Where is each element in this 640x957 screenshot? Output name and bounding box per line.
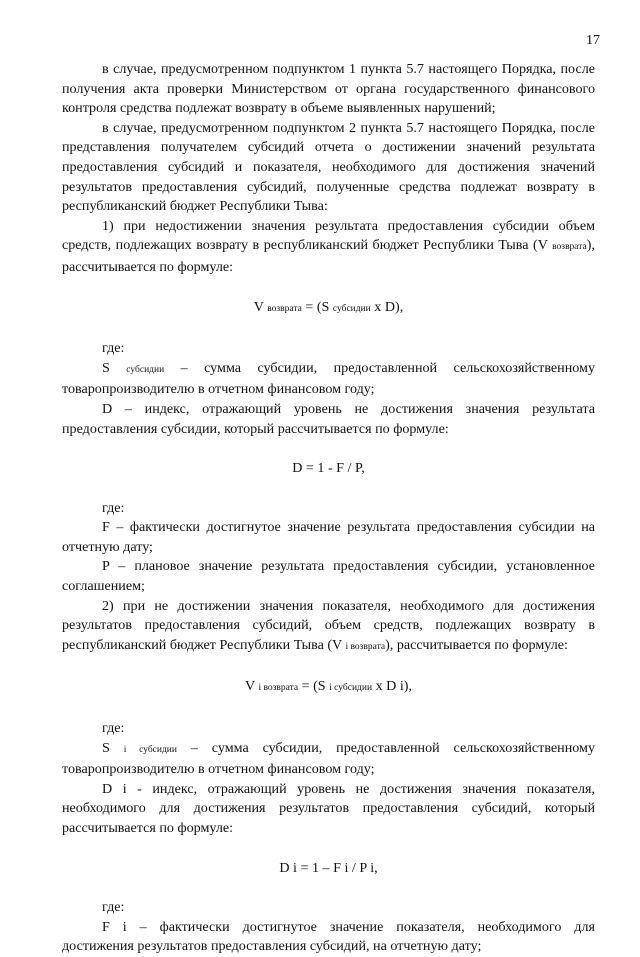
formula-part: х D i), [372,678,412,695]
subscript: i субсидии [123,744,177,755]
paragraph-text: – сумма субсидии, предоставленной сельскохозяйственному товаропроизводителю в отчетном финансовом году; [62,359,595,398]
subscript: i возврата [258,683,299,694]
paragraph: D – индекс, отражающий уровень не достижения значения результата предоставления субсидии, который рассчитывается по формуле: [62,400,595,437]
formula-v-return [62,298,595,320]
formula-part: V [245,678,259,695]
paragraph: в случае, предусмотренном подпунктом 2 пункта 5.7 настоящего Порядка, после представления получателем субсидий отчета о достижении значений результата предоставления субсидий и показателя, необходимого для достижения значений результатов предоставления субсидий, полученные средства подлежат возврату в республиканский бюджет Республики Тыва: [62,119,595,215]
formula-part: = (S [301,298,333,315]
subscript: возврата [552,242,587,253]
page-number: 17 [586,33,600,48]
formula-part: х D), [370,298,404,315]
symbol: S [102,739,124,756]
subscript: i возврата [345,641,386,652]
subscript: i субсидии [329,683,373,694]
paragraph-text: 1) при недостижении значения результата предоставления субсидии объем средств, подлежащих возврату в республиканский бюджет Республики Тыва (V [62,217,595,254]
subscript: возврата [267,303,302,314]
formula-part: V [253,298,268,315]
subscript: субсидии [126,364,165,375]
paragraph-text: 2) при не достижении значения показателя, необходимого для достижения результатов предоставления субсидий, объем средств, подлежащих возврату в республиканский бюджет Республики Тыва (V [62,597,595,653]
paragraph-text: ), рассчитывается по формуле: [62,237,595,275]
paragraph [62,597,595,658]
where-label: где: [102,499,125,516]
where-label: где: [102,720,125,737]
paragraph [62,739,595,780]
paragraph: F – фактически достигнутое значение результата предоставления субсидии на отчетную дату; [62,519,595,555]
paragraph-text: ), рассчитывается по формуле: [385,636,568,653]
paragraph: F i – фактически достигнутое значение показателя, необходимого для достижения результатов предоставления субсидий, на отчетную дату; [62,918,595,955]
formula-di-index: D i = 1 – F i / P i, [279,859,378,876]
formula-vi-return [62,677,595,699]
symbol: S [102,359,110,376]
paragraph-text: – сумма субсидии, предоставленной сельскохозяйственному товаропроизводителю в отчетном финансовом году; [62,739,595,778]
paragraph [62,217,595,278]
paragraph [62,359,595,400]
formula-part: = (S [298,678,330,695]
paragraph: D i - индекс, отражающий уровень не достижения значения показателя, необходимого для достижения результатов предоставления субсидий, который рассчитывается по формуле: [62,780,595,836]
document-body [62,60,595,957]
where-label: где: [102,340,125,357]
subscript: субсидии [332,303,371,314]
paragraph: P – плановое значение результата предоставления субсидии, установленное соглашением; [62,558,595,595]
where-label: где: [102,899,125,916]
formula-d-index: D = 1 - F / P, [292,460,365,477]
paragraph: в случае, предусмотренном подпунктом 1 пункта 5.7 настоящего Порядка, после получения акта проверки Министерством от органа государственного финансового контроля средства подлежат возврату в объеме выявленных нарушений; [62,61,595,117]
